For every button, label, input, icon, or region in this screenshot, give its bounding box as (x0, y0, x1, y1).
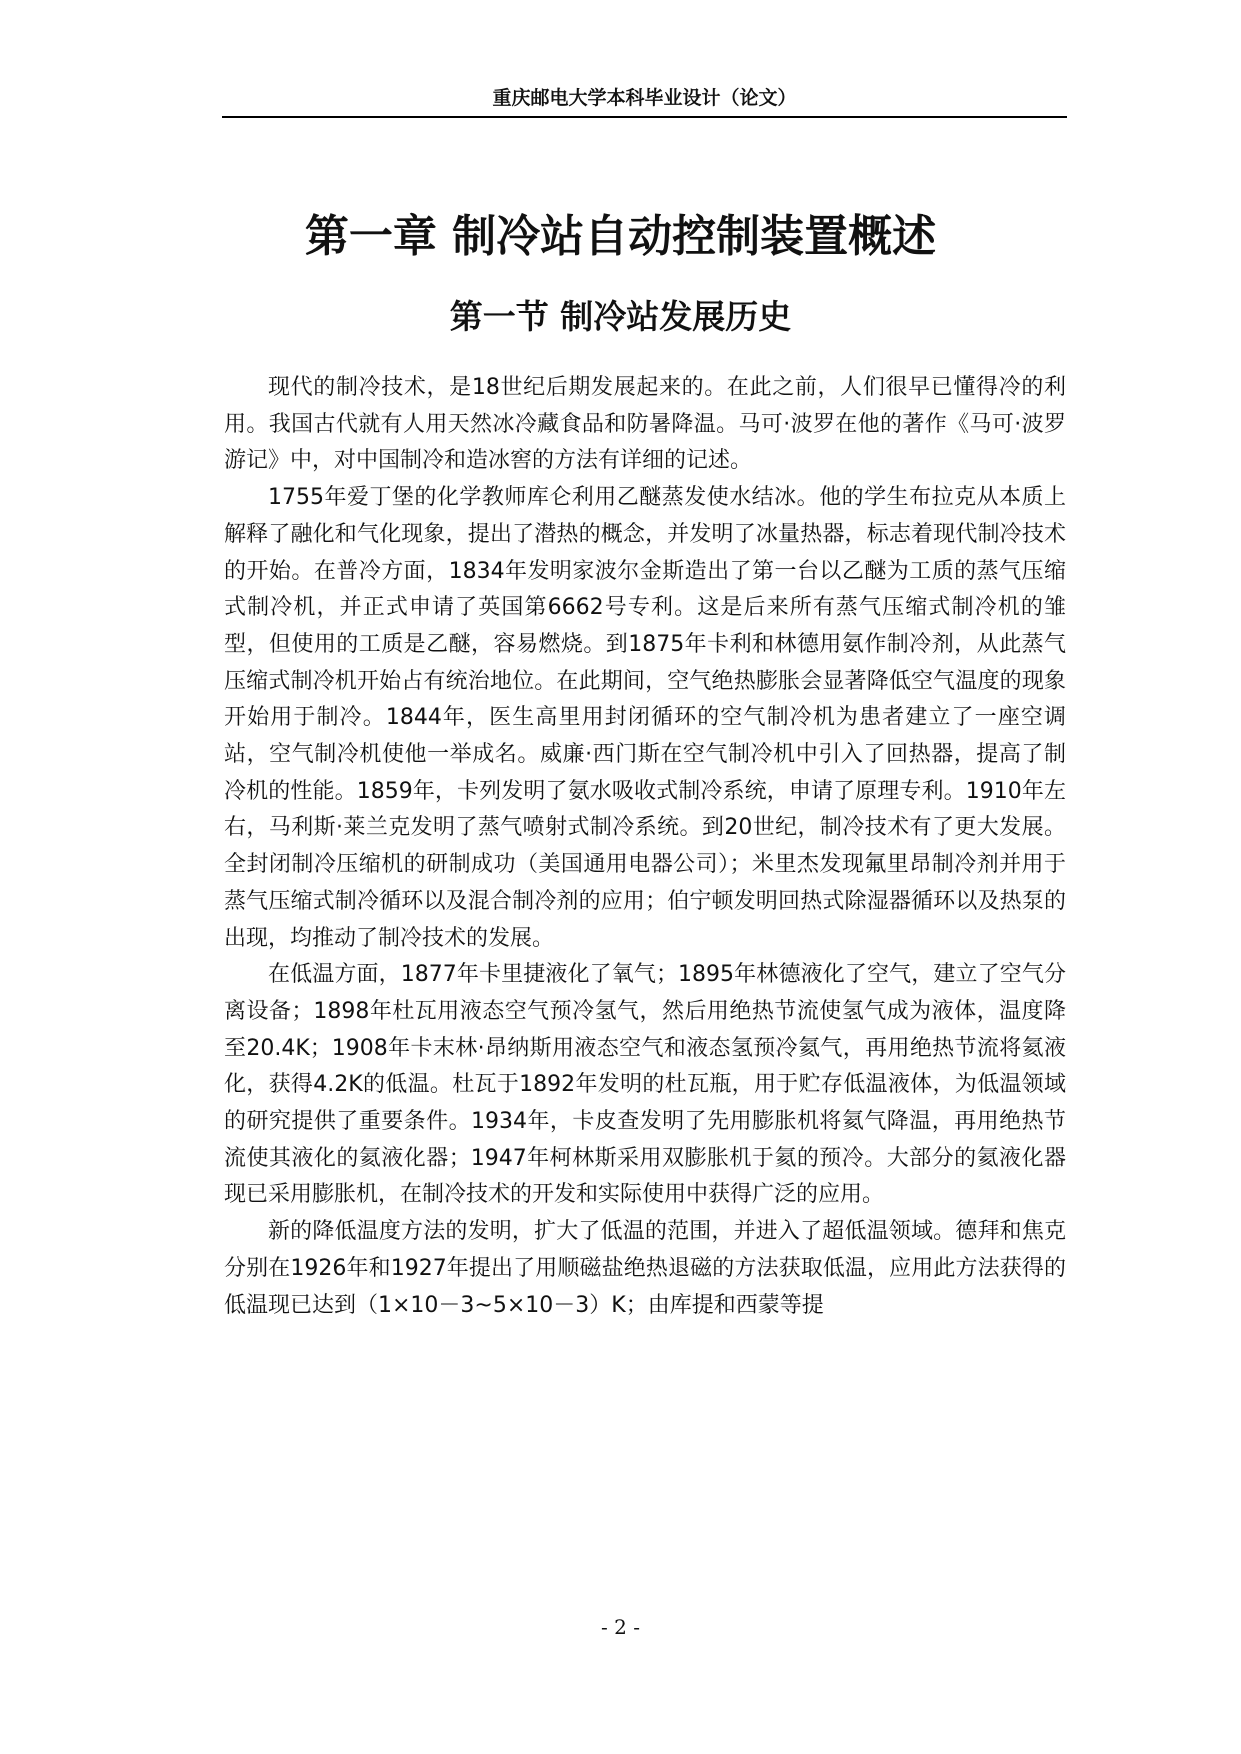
running-header-title: 重庆邮电大学本科毕业设计（论文） (492, 87, 797, 109)
paragraph-2: 1755年爱丁堡的化学教师库仑利用乙醚蒸发使水结冰。他的学生布拉克从本质上解释了融化和气化现象，提出了潜热的概念，并发明了冰量热器，标志着现代制冷技术的开始。在普冷方面，1834年发明家波尔金斯造出了第一台以乙醚为工质的蒸气压缩式制冷机，并正式申请了英国第6662号专利。这是后来所有蒸气压缩式制冷机的雏型，但使用的工质是乙醚，容易燃烧。到1875年卡利和林德用氨作制冷剂，从此蒸气压缩式制冷机开始占有统治地位。在此期间，空气绝热膨胀会显著降低空气温度的现象开始用于制冷。1844年，医生高里用封闭循环的空气制冷机为患者建立了一座空调站，空气制冷机使他一举成名。威廉·西门斯在空气制冷机中引入了回热器，提高了制冷机的性能。1859年，卡列发明了氨水吸收式制冷系统，申请了原理专利。1910年左右，马利斯·莱兰克发明了蒸气喷射式制冷系统。到20世纪，制冷技术有了更大发展。全封闭制冷压缩机的研制成功（美国通用电器公司）；米里杰发现氟里昂制冷剂并用于蒸气压缩式制冷循环以及混合制冷剂的应用；伯宁顿发明回热式除湿器循环以及热泵的出现，均推动了制冷技术的发展。 (224, 485, 1066, 951)
body-text (224, 370, 1066, 1324)
running-header (222, 78, 1067, 118)
page-number: - 2 - (601, 1615, 640, 1639)
paragraph-4: 新的降低温度方法的发明，扩大了低温的范围，并进入了超低温领域。德拜和焦克分别在1926年和1927年提出了用顺磁盐绝热退磁的方法获取低温，应用此方法获得的低温现已达到（1×10－3~5×10－3）K；由库提和西蒙等提 (224, 1219, 1066, 1318)
chapter-title: 第一章 制冷站自动控制装置概述 (304, 211, 937, 262)
section-title: 第一节 制冷站发展历史 (449, 297, 792, 336)
paragraph-3: 在低温方面，1877年卡里捷液化了氧气；1895年林德液化了空气，建立了空气分离设备；1898年杜瓦用液态空气预冷氢气，然后用绝热节流使氢气成为液体，温度降至20.4K；1908年卡末林·昂纳斯用液态空气和液态氢预冷氦气，再用绝热节流将氦液化，获得4.2K的低温。杜瓦于1892年发明的杜瓦瓶，用于贮存低温液体，为低温领域的研究提供了重要条件。1934年，卡皮查发明了先用膨胀机将氦气降温，再用绝热节流使其液化的氦液化器；1947年柯林斯采用双膨胀机于氦的预冷。大部分的氦液化器现已采用膨胀机，在制冷技术的开发和实际使用中获得广泛的应用。 (224, 962, 1066, 1208)
paragraph-1: 现代的制冷技术，是18世纪后期发展起来的。在此之前，人们很早已懂得冷的利用。我国古代就有人用天然冰冷藏食品和防暑降温。马可·波罗在他的著作《马可·波罗游记》中，对中国制冷和造冰窖的方法有详细的记述。 (224, 375, 1066, 474)
